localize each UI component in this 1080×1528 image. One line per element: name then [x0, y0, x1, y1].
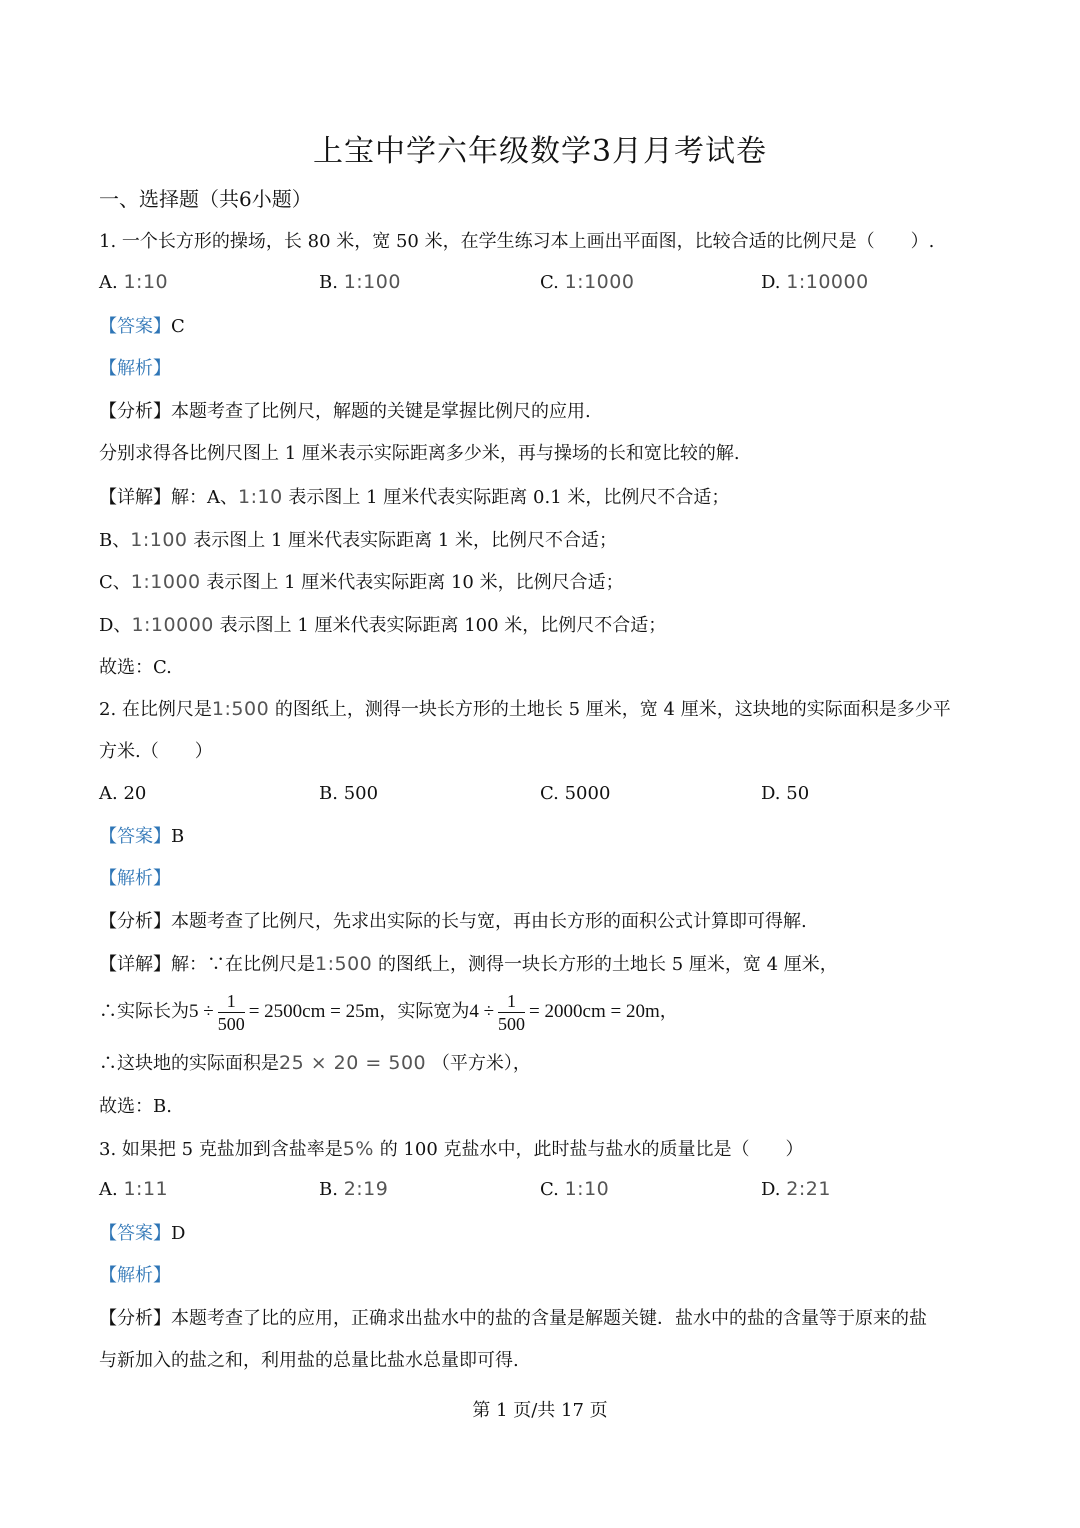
q1-option-d: D. 1:10000: [761, 271, 869, 293]
q2-option-a: A. 20: [99, 783, 147, 804]
q1-detail-c: C、1:1000 表示图上 1 厘米代表实际距离 10 米，比例尺合适；: [99, 571, 624, 593]
q3-option-c: C. 1:10: [540, 1178, 610, 1200]
q3-option-d: D. 2:21: [761, 1178, 831, 1200]
page-title: 上宝中学六年级数学3月月考试卷: [312, 134, 768, 169]
q1-detail-d: D、1:10000 表示图上 1 厘米代表实际距离 100 米，比例尺不合适；: [99, 614, 667, 636]
q1-conclusion: 故选：C.: [99, 657, 172, 678]
q1-detail-a: 【详解】解：A、1:10 表示图上 1 厘米代表实际距离 0.1 米，比例尺不合适；: [99, 486, 730, 508]
q1-analysis-tag: 【解析】: [99, 358, 171, 379]
section-heading: 一、选择题（共6小题）: [99, 187, 312, 211]
q2-answer: 【答案】B: [99, 826, 185, 847]
q2-option-c: C. 5000: [540, 783, 611, 804]
q1-fenxi-2: 分别求得各比例尺图上 1 厘米表示实际距离多少米，再与操场的长和宽比较的解.: [99, 443, 740, 464]
q3-fenxi-2: 与新加入的盐之和，利用盐的总量比盐水总量即可得.: [99, 1350, 519, 1371]
q1-option-b: B. 1:100: [319, 271, 401, 293]
q3-analysis-tag: 【解析】: [99, 1265, 171, 1286]
q2-stem-2: 方米.（ ）: [99, 741, 213, 762]
q2-stem: 2. 在比例尺是1:500 的图纸上，测得一块长方形的土地长 5 厘米，宽 4 厘米，这块地的实际面积是多少平: [99, 698, 951, 720]
q2-detail: 【详解】解：∵在比例尺是1:500 的图纸上，测得一块长方形的土地长 5 厘米，宽 4 厘米，: [99, 953, 838, 975]
q2-length-width: ∴实际长为5 ÷ $\frac{1}{500}$ = 2500cm = 25m，实际宽为4 ÷ $\frac{1}{500}$ = 2000cm = 20m，: [99, 990, 678, 1034]
q1-answer: 【答案】C: [99, 316, 185, 337]
q2-option-d: D. 50: [761, 783, 810, 804]
q3-fenxi: 【分析】本题考查了比的应用，正确求出盐水中的盐的含量是解题关键．盐水中的盐的含量等于原来的盐: [99, 1308, 927, 1329]
q1-option-a: A. 1:10: [99, 271, 169, 293]
q2-option-b: B. 500: [319, 783, 379, 804]
q3-stem: 3. 如果把 5 克盐加到含盐率是5% 的 100 克盐水中，此时盐与盐水的质量比是（ ）: [99, 1138, 804, 1160]
q2-fenxi: 【分析】本题考查了比例尺，先求出实际的长与宽，再由长方形的面积公式计算即可得解.: [99, 911, 807, 932]
fraction: $\frac{1}{500}$: [217, 990, 245, 1034]
fraction: $\frac{1}{500}$: [498, 990, 526, 1034]
q2-analysis-tag: 【解析】: [99, 868, 171, 889]
q1-fenxi: 【分析】本题考查了比例尺，解题的关键是掌握比例尺的应用.: [99, 401, 591, 422]
q2-conclusion: 故选：B.: [99, 1096, 172, 1117]
q1-detail-b: B、1:100 表示图上 1 厘米代表实际距离 1 米，比例尺不合适；: [99, 529, 618, 551]
q3-option-b: B. 2:19: [319, 1178, 389, 1200]
q2-area: ∴这块地的实际面积是25 × 20 = 500 （平方米），: [99, 1052, 531, 1074]
q3-answer: 【答案】D: [99, 1223, 186, 1244]
q1-stem: 1. 一个长方形的操场，长 80 米，宽 50 米，在学生练习本上画出平面图，比较合适的比例尺是（ ）.: [99, 231, 935, 252]
page-footer: 第 1 页/共 17 页: [472, 1400, 608, 1421]
q3-option-a: A. 1:11: [99, 1178, 169, 1200]
q1-option-c: C. 1:1000: [540, 271, 635, 293]
